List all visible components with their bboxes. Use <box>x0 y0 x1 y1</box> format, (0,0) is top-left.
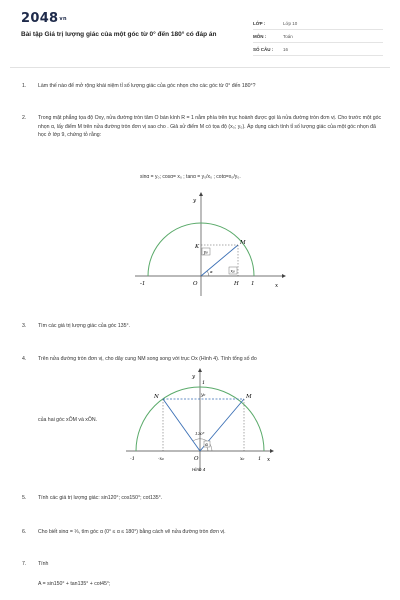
meta-value: Toán <box>283 33 293 39</box>
label-y0: y₀ <box>201 393 206 398</box>
label-x-axis: x <box>275 283 279 289</box>
question-number: 3. <box>22 323 27 329</box>
figure-caption: Hình 4 <box>192 467 206 472</box>
label-neg-x0: -x₀ <box>158 457 164 462</box>
label-one-y: 1 <box>202 380 206 386</box>
question-4 <box>22 355 382 364</box>
question-7 <box>22 560 382 569</box>
angle-arc <box>207 271 209 276</box>
label-x-axis: x <box>267 457 271 463</box>
meta-label: LỚP : <box>253 20 266 26</box>
label-y0: y₀ <box>203 250 208 256</box>
x-axis-arrow <box>282 274 286 278</box>
question-text: Trên nửa đường tròn đơn vị, cho dây cung NM song song với trục Ox (Hình 4). Tính tổng số đo <box>38 356 257 362</box>
label-m: M <box>246 394 252 400</box>
label-o: O <box>193 281 198 287</box>
label-y-axis: y <box>192 374 196 380</box>
logo-text: 2048 <box>21 11 59 26</box>
logo-suffix: vn <box>59 15 67 22</box>
label-angle-120: 120° <box>195 431 205 436</box>
question-number: 5. <box>22 495 27 501</box>
question-5 <box>22 494 382 503</box>
q4-tail: của hai góc xÔM và xÔN. <box>38 417 98 423</box>
question-number: 6. <box>22 529 27 535</box>
y-axis-arrow <box>198 368 202 372</box>
label-y-axis: y <box>193 198 197 204</box>
label-k: K <box>195 244 200 250</box>
question-number: 7. <box>22 561 27 567</box>
question-text: Tìm các giá trị lượng giác của góc 135°. <box>38 323 130 329</box>
label-o: O <box>194 456 199 462</box>
unit-circle-figure <box>130 190 290 300</box>
label-neg-one: -1 <box>130 456 135 462</box>
question-number: 4. <box>22 356 27 362</box>
label-m: M <box>240 240 246 246</box>
meta-label: MÔN : <box>253 33 267 39</box>
label-h: H <box>234 281 239 287</box>
site-logo[interactable] <box>21 11 67 26</box>
label-one: 1 <box>251 281 255 287</box>
document-title: Bài tập Giá trị lượng giác của một góc từ 0° đến 180° có đáp án <box>21 31 217 38</box>
question-1 <box>22 82 382 91</box>
question-3 <box>22 322 382 331</box>
header-divider <box>10 67 390 68</box>
meta-table <box>253 17 383 56</box>
question-6 <box>22 528 382 537</box>
question-text: Tính <box>38 561 49 567</box>
label-x0: x₀ <box>240 457 245 462</box>
question-number: 2. <box>22 115 27 121</box>
label-n: N <box>154 394 159 400</box>
meta-row-count <box>253 43 383 56</box>
question-number: 1. <box>22 83 27 89</box>
question-text: Làm thế nào để mở rộng khái niệm tỉ số lượng giác của góc nhọn cho các góc từ 0° đến 180°? <box>38 83 256 89</box>
figure-hinh-4 <box>120 367 280 477</box>
y-axis-arrow <box>199 192 203 196</box>
radius-on <box>163 399 200 451</box>
q7-expression: A = sin150° + tan135° + cot45°; <box>38 581 111 587</box>
meta-value: Lớp 10 <box>283 20 298 26</box>
question-text: Cho biết sinα = ⅓, tìm góc α (0° ≤ α ≤ 180°) bằng cách vẽ nửa đường tròn đơn vị. <box>38 529 226 535</box>
question-text: Tính các giá trị lượng giác: sin120°; cos150°; cot135°. <box>38 495 163 501</box>
meta-row-class <box>253 17 383 30</box>
question-2 <box>22 114 382 140</box>
label-x0: x₀ <box>230 269 235 275</box>
meta-row-subject <box>253 30 383 43</box>
meta-label: SỐ CÂU : <box>253 46 274 52</box>
x-axis-arrow <box>270 449 274 453</box>
meta-value: 16 <box>283 46 289 52</box>
question-text: Trong mặt phẳng tọa độ Oxy, nửa đường tròn tâm O bán kính R = 1 nằm phía trên trục hoành được gọi là nửa đường tròn đơn vị. Cho trước một góc nhọn α, lấy điểm M trên nửa đường tròn đơn vị sao cho . Giả sử điểm M có tọa độ (x₀; y₀). Áp dụng cách tính tỉ số lượng giác của một góc nhọn đã học ở lớp 9, chứng tỏ rằng: <box>38 115 382 138</box>
label-alpha: α <box>210 269 213 274</box>
label-neg-one: -1 <box>140 281 146 287</box>
label-one-x: 1 <box>258 456 262 462</box>
page-header <box>0 0 400 62</box>
q2-formula: sinα = y₀; cosα= x₀ ; tanα = y₀/x₀ ; cotα=x₀/y₀. <box>140 174 241 180</box>
label-alpha: α <box>205 443 209 448</box>
